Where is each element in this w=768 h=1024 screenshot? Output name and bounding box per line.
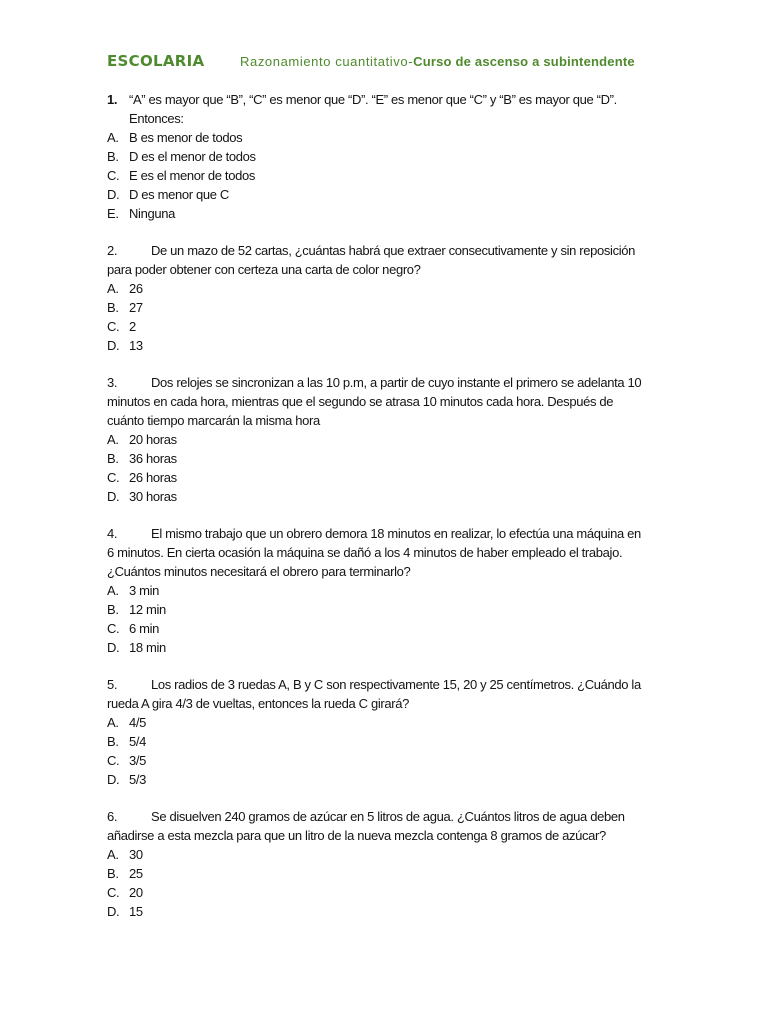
option-text: 30 horas [129,489,177,504]
option-letter: A. [107,715,119,730]
option-letter: D. [107,904,120,919]
question-stem-line [107,675,667,694]
question-number: 2. [107,243,118,258]
option-letter: C. [107,753,120,768]
answer-option [107,185,667,204]
option-text: 30 [129,847,143,862]
option-text: 27 [129,300,143,315]
option-text: 25 [129,866,143,881]
question-1 [107,90,667,223]
answer-option [107,128,667,147]
option-text: 5/3 [129,772,147,787]
question-6 [107,807,667,921]
answer-option [107,845,667,864]
option-text: 15 [129,904,143,919]
option-text: 20 horas [129,432,177,447]
question-3 [107,373,667,506]
question-stem-text: Dos relojes se sincronizan a las 10 p.m, a partir de cuyo instante el primero se adelanta 10 [151,375,642,390]
answer-option [107,581,667,600]
option-letter: D. [107,489,120,504]
answer-option [107,298,667,317]
answer-option [107,732,667,751]
option-letter: C. [107,885,120,900]
question-number: 5. [107,677,118,692]
option-letter: B. [107,602,119,617]
question-stem-line [107,373,667,392]
answer-option [107,638,667,657]
answer-option [107,430,667,449]
spacer [107,789,667,807]
question-4 [107,524,667,657]
question-stem-line: rueda A gira 4/3 de vueltas, entonces la rueda C girará? [107,696,409,711]
option-letter: E. [107,206,119,221]
option-text: 13 [129,338,143,353]
answer-option [107,902,667,921]
option-text: 18 min [129,640,166,655]
question-stem-line: 6 minutos. En cierta ocasión la máquina se dañó a los 4 minutos de haber empleado el trabajo. [107,545,623,560]
option-letter: A. [107,432,119,447]
option-text: 3 min [129,583,160,598]
option-letter: B. [107,149,119,164]
option-text: 26 horas [129,470,177,485]
question-stem-line [107,90,667,109]
answer-option [107,770,667,789]
option-text: 12 min [129,602,166,617]
spacer [107,223,667,241]
option-text: D es menor que C [129,187,229,202]
option-letter: B. [107,866,119,881]
answer-option [107,166,667,185]
question-5 [107,675,667,789]
answer-option [107,279,667,298]
answer-option [107,864,667,883]
option-letter: A. [107,847,119,862]
option-letter: D. [107,187,120,202]
question-stem-text: “A” es mayor que “B”, “C” es menor que “D”. “E” es menor que “C” y “B” es mayor que “D”. [129,92,617,107]
question-2 [107,241,667,355]
answer-option [107,619,667,638]
answer-option [107,317,667,336]
option-letter: D. [107,772,120,787]
option-letter: B. [107,300,119,315]
option-text: 5/4 [129,734,147,749]
spacer [107,355,667,373]
answer-option [107,147,667,166]
question-stem-text: El mismo trabajo que un obrero demora 18 minutos en realizar, lo efectúa una máquina en [151,526,641,541]
option-text: 36 horas [129,451,177,466]
option-text: Ninguna [129,206,175,221]
question-stem-line [107,241,667,260]
subject-label: Razonamiento cuantitativo- [240,54,414,69]
question-stem-line: minutos en cada hora, mientras que el segundo se atrasa 10 minutos cada hora. Después de [107,394,614,409]
question-list [107,90,667,921]
answer-option [107,336,667,355]
option-text: 4/5 [129,715,147,730]
option-letter: C. [107,621,120,636]
answer-option [107,751,667,770]
spacer [107,506,667,524]
option-letter: C. [107,168,120,183]
question-number: 4. [107,526,118,541]
answer-option [107,204,667,223]
question-stem-text: Se disuelven 240 gramos de azúcar en 5 litros de agua. ¿Cuántos litros de agua deben [151,809,625,824]
course-title: Curso de ascenso a subintendente [413,54,635,69]
answer-option [107,883,667,902]
option-letter: B. [107,451,119,466]
option-text: 6 min [129,621,160,636]
question-stem-line [107,807,667,826]
answer-option [107,468,667,487]
option-text: 2 [129,319,136,334]
question-stem-line: cuánto tiempo marcarán la misma hora [107,413,320,428]
option-letter: B. [107,734,119,749]
question-stem-text: Los radios de 3 ruedas A, B y C son respectivamente 15, 20 y 25 centímetros. ¿Cuándo la [151,677,641,692]
brand-logo-text: ESCOLARIA [107,52,205,70]
option-letter: A. [107,130,119,145]
answer-option [107,713,667,732]
answer-option [107,600,667,619]
header-subject [240,54,635,69]
page-header [107,52,687,74]
question-number: 6. [107,809,118,824]
option-letter: D. [107,338,120,353]
answer-option [107,449,667,468]
answer-option [107,487,667,506]
question-stem-line: para poder obtener con certeza una carta de color negro? [107,262,421,277]
question-stem-line: añadirse a esta mezcla para que un litro de la nueva mezcla contenga 8 gramos de azúcar? [107,828,606,843]
option-letter: A. [107,281,119,296]
option-text: 20 [129,885,143,900]
option-letter: C. [107,470,120,485]
option-text: D es el menor de todos [129,149,256,164]
option-letter: A. [107,583,119,598]
option-text: 3/5 [129,753,147,768]
option-text: 26 [129,281,143,296]
option-letter: D. [107,640,120,655]
option-text: B es menor de todos [129,130,243,145]
question-stem-line: ¿Cuántos minutos necesitará el obrero para terminarlo? [107,564,411,579]
question-number: 3. [107,375,118,390]
question-number: 1. [107,92,118,107]
question-stem-line: Entonces: [129,111,184,126]
option-text: E es el menor de todos [129,168,255,183]
question-stem-text: De un mazo de 52 cartas, ¿cuántas habrá que extraer consecutivamente y sin reposición [151,243,636,258]
question-stem-line [107,524,667,543]
spacer [107,657,667,675]
option-letter: C. [107,319,120,334]
